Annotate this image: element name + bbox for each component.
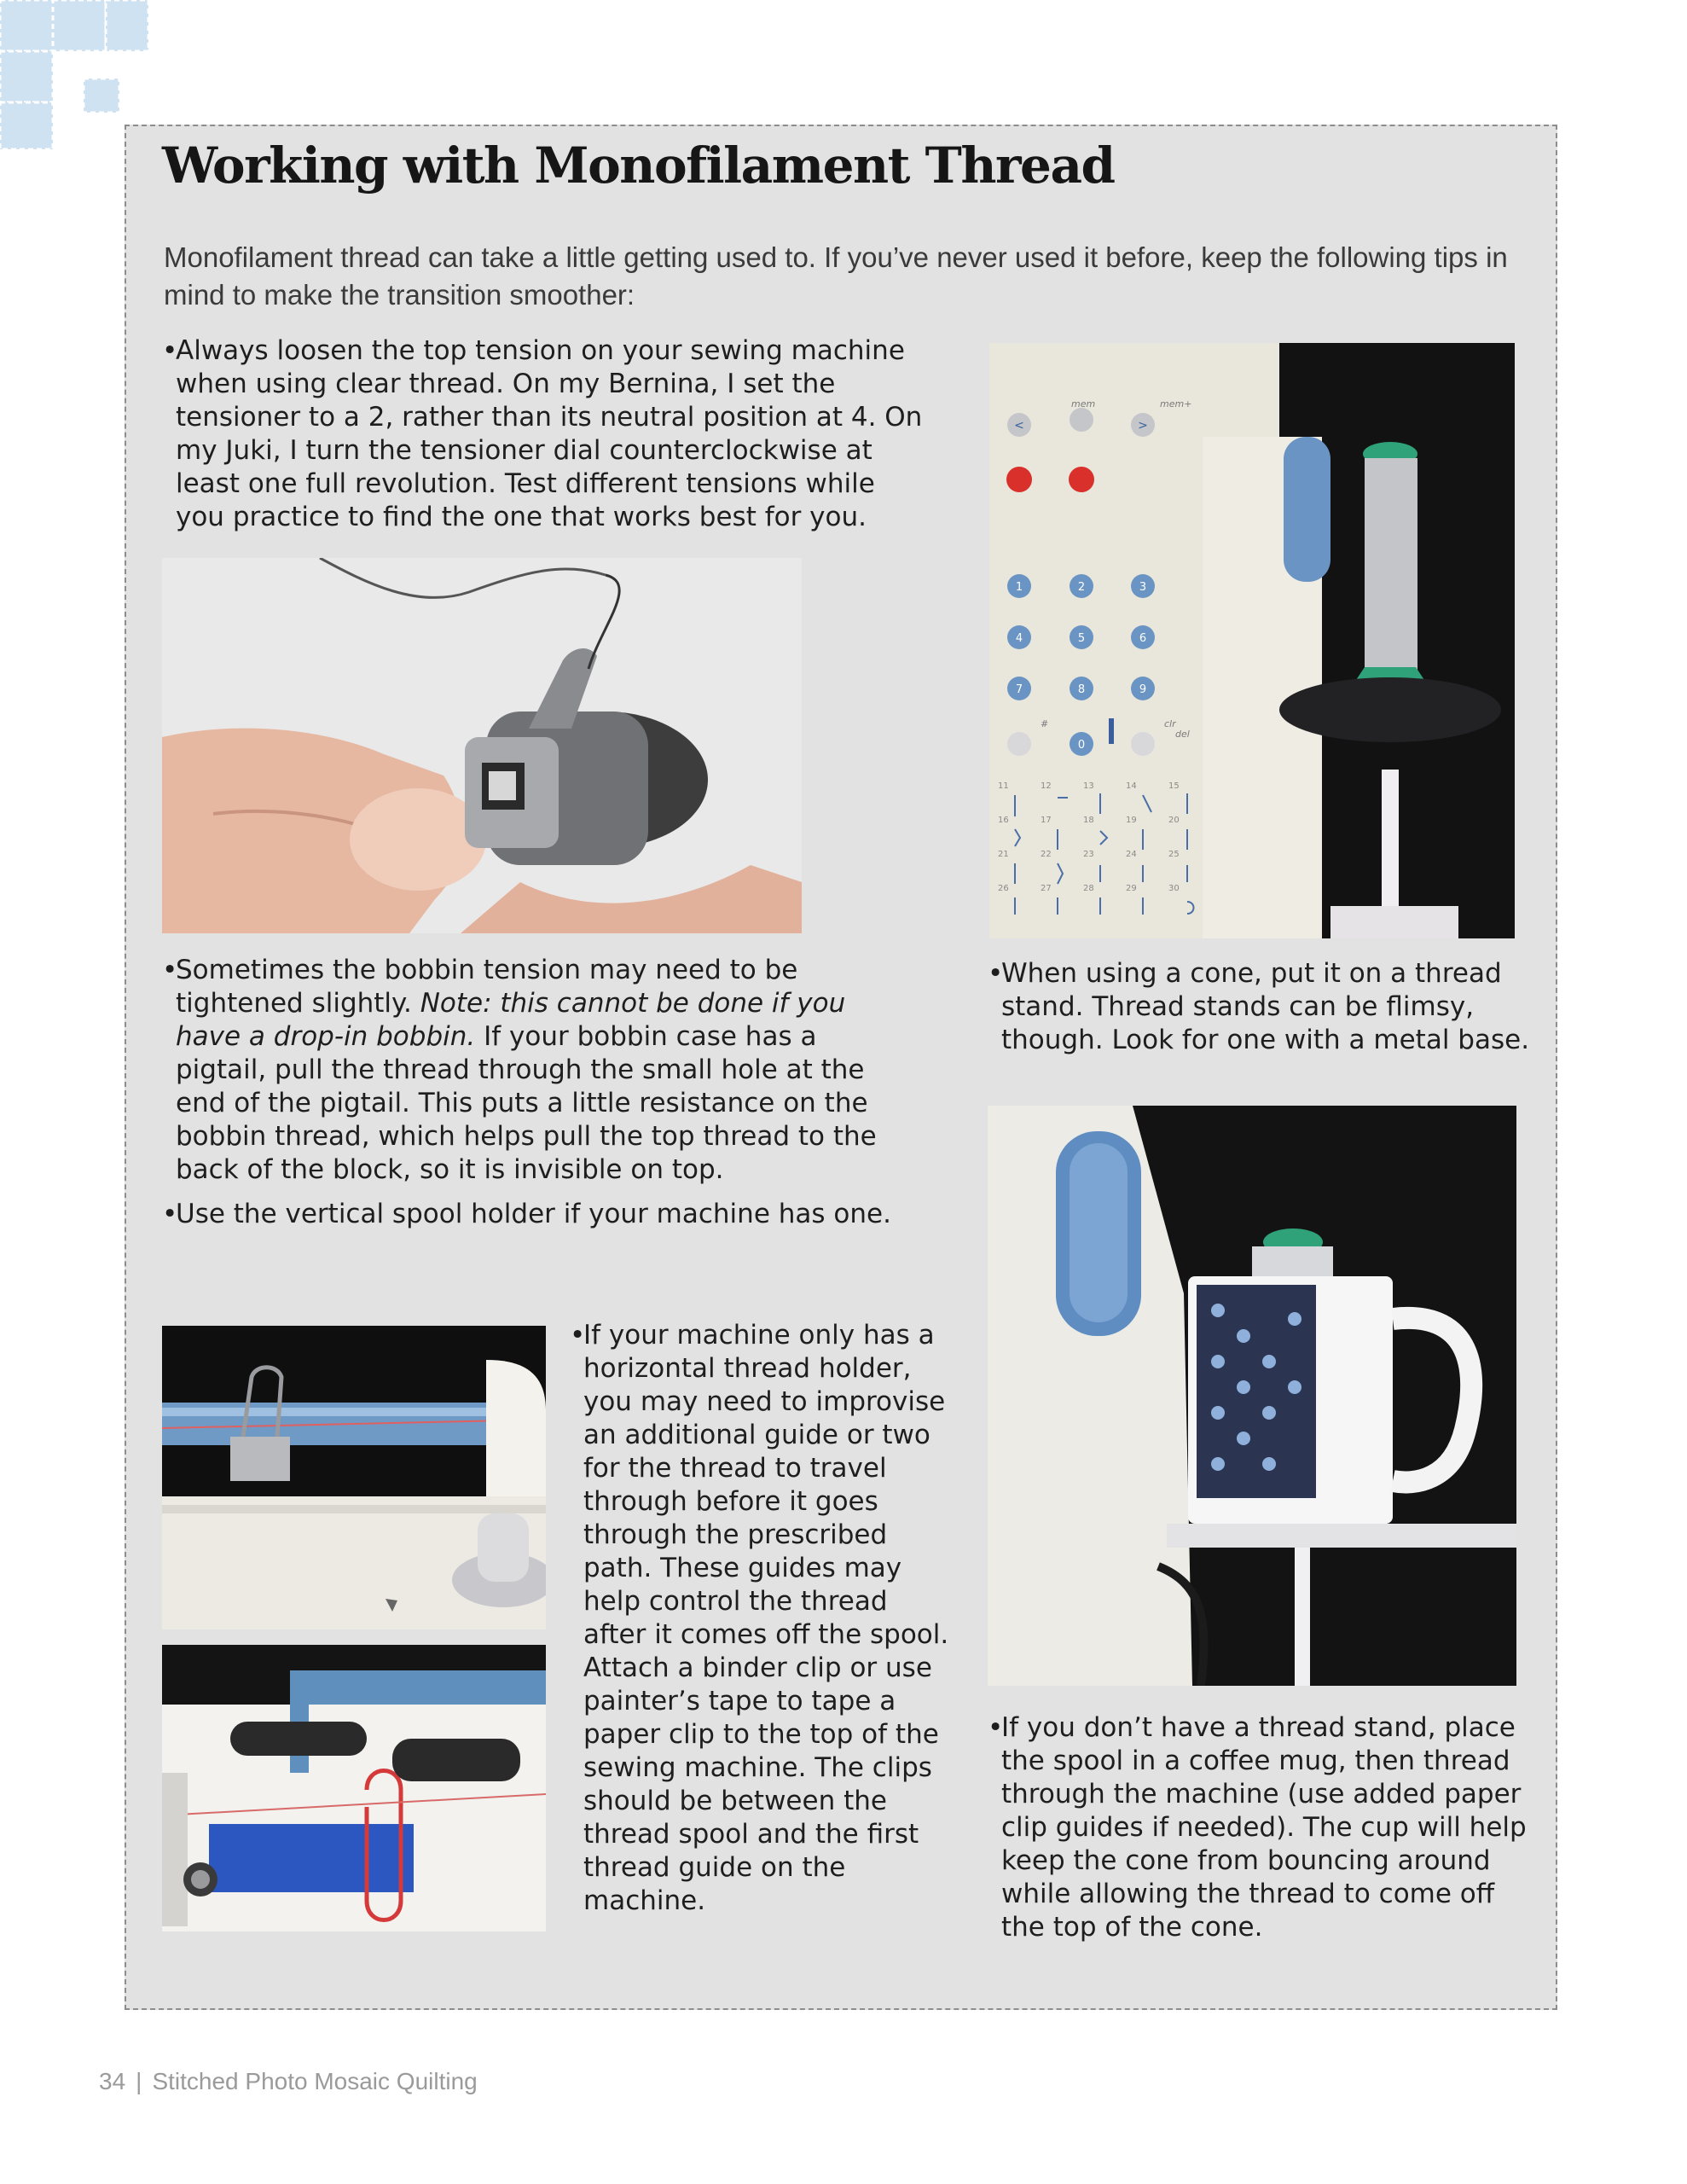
intro-paragraph: Monofilament thread can take a little getting used to. If you’ve never used it before, keep the following tips in mind to make the transition smoother: [164,241,1508,311]
tip-coffee-mug [988,1711,1530,1944]
key-1: 1 [1015,581,1023,594]
bobbin-case-photo [162,558,802,933]
key-9: 9 [1139,683,1147,696]
tip-top-tension-text: Always loosen the top tension on your sewing machine when using clear thread. On my Bernina, I set the tensioner to a 2, rather than its neutral position at 4. On my Juki, I turn the tensioner dial counterclockwise at least one full revolution. Test different tensions while you practice to find the one that works best for you. [176,335,923,532]
stitch-number: 12 [1041,781,1052,791]
key-6: 6 [1139,632,1147,645]
mem-label: mem [1071,398,1096,410]
mem-plus-label: mem+ [1160,398,1192,410]
stitch-number: 19 [1126,816,1137,825]
prev-key: < [1014,419,1024,433]
stitch-number: 11 [998,781,1009,791]
page-footer [99,2068,478,2095]
key-0: 0 [1077,739,1086,752]
stitch-number: 20 [1168,816,1180,825]
stitch-number: 17 [1041,816,1052,825]
tip-vertical-spool-text: Use the vertical spool holder if your machine has one. [176,1199,891,1229]
key-3: 3 [1139,581,1147,594]
stitch-number: 30 [1168,884,1180,893]
stitch-number: 15 [1168,781,1180,791]
stitch-number: 21 [998,850,1009,859]
bullet: • [162,1199,178,1229]
key-7: 7 [1015,683,1023,696]
key-8: 8 [1077,683,1086,696]
stitch-number: 18 [1083,816,1094,825]
del-label: del [1175,729,1190,740]
bullet: • [988,958,1004,989]
tip-bobbin-text-a: Sometimes the bobbin tension may need to be tightened slightly. [176,955,798,1019]
key-5: 5 [1077,632,1086,645]
stitch-number: 24 [1126,850,1137,859]
stitch-number: 23 [1083,850,1094,859]
tip-bobbin-tension [162,954,909,1187]
stitch-number: 26 [998,884,1009,893]
bullet: • [162,955,178,985]
book-title: Stitched Photo Mosaic Quilting [152,2068,478,2094]
stitch-number: 28 [1083,884,1094,893]
clr-label: clr [1164,718,1176,729]
tip-vertical-spool [162,1198,943,1231]
tip-horizontal-holder [570,1319,950,1918]
stitch-number: 27 [1041,884,1052,893]
tip-coffee-mug-text: If you don’t have a thread stand, place the spool in a coffee mug, then thread through the machine (use added paper clip guides if needed). The cup will help keep the cone from bouncing around while allowing the thread to come off the top of the cone. [1001,1712,1527,1943]
stitch-number: 14 [1126,781,1137,791]
tip-bobbin-text-b: If your bobbin case has a pigtail, pull the thread through the small hole at the end of the pigtail. This puts a little resistance on the bobbin thread, which helps pull the top thread to the back of the block, so it is invisible on top. [176,1021,877,1185]
page-number: 34 [99,2068,126,2094]
key-2: 2 [1077,581,1086,594]
footer-separator: | [136,2068,142,2094]
painters-tape-photo [162,1645,546,1931]
tip-cone-stand [988,957,1530,1057]
machine-thread-stand-photo [989,343,1515,938]
page-title: Working with Monofilament Thread [162,136,1115,195]
binder-clip-photo [162,1326,546,1629]
hash-label: # [1041,718,1049,729]
stitch-number: 25 [1168,850,1180,859]
stitch-number: 22 [1041,850,1052,859]
tip-cone-stand-text: When using a cone, put it on a thread stand. Thread stands can be flimsy, though. Look for one with a metal base. [1001,958,1530,1055]
stitch-number: 29 [1126,884,1137,893]
next-key: > [1138,419,1148,433]
stitch-number: 13 [1083,781,1094,791]
key-4: 4 [1015,632,1023,645]
tip-horizontal-holder-text: If your machine only has a horizontal thread holder, you may need to improvise an additional guide or two for the thread to travel through before it goes through the prescribed path. These guides may help control the thread after it comes off the spool. Attach a binder clip or use painter’s tape to tape a paper clip to the top of the sewing machine. The clips should be between the thread spool and the first thread guide on the machine. [583,1320,949,1916]
stitch-number: 16 [998,816,1009,825]
coffee-mug-photo [988,1106,1516,1686]
bullet: • [570,1320,586,1350]
bullet: • [162,335,178,366]
bullet: • [988,1712,1004,1743]
tip-bobbin-note: Note: this cannot be done if you have a drop-in bobbin. [176,988,846,1052]
tip-top-tension [162,334,926,534]
